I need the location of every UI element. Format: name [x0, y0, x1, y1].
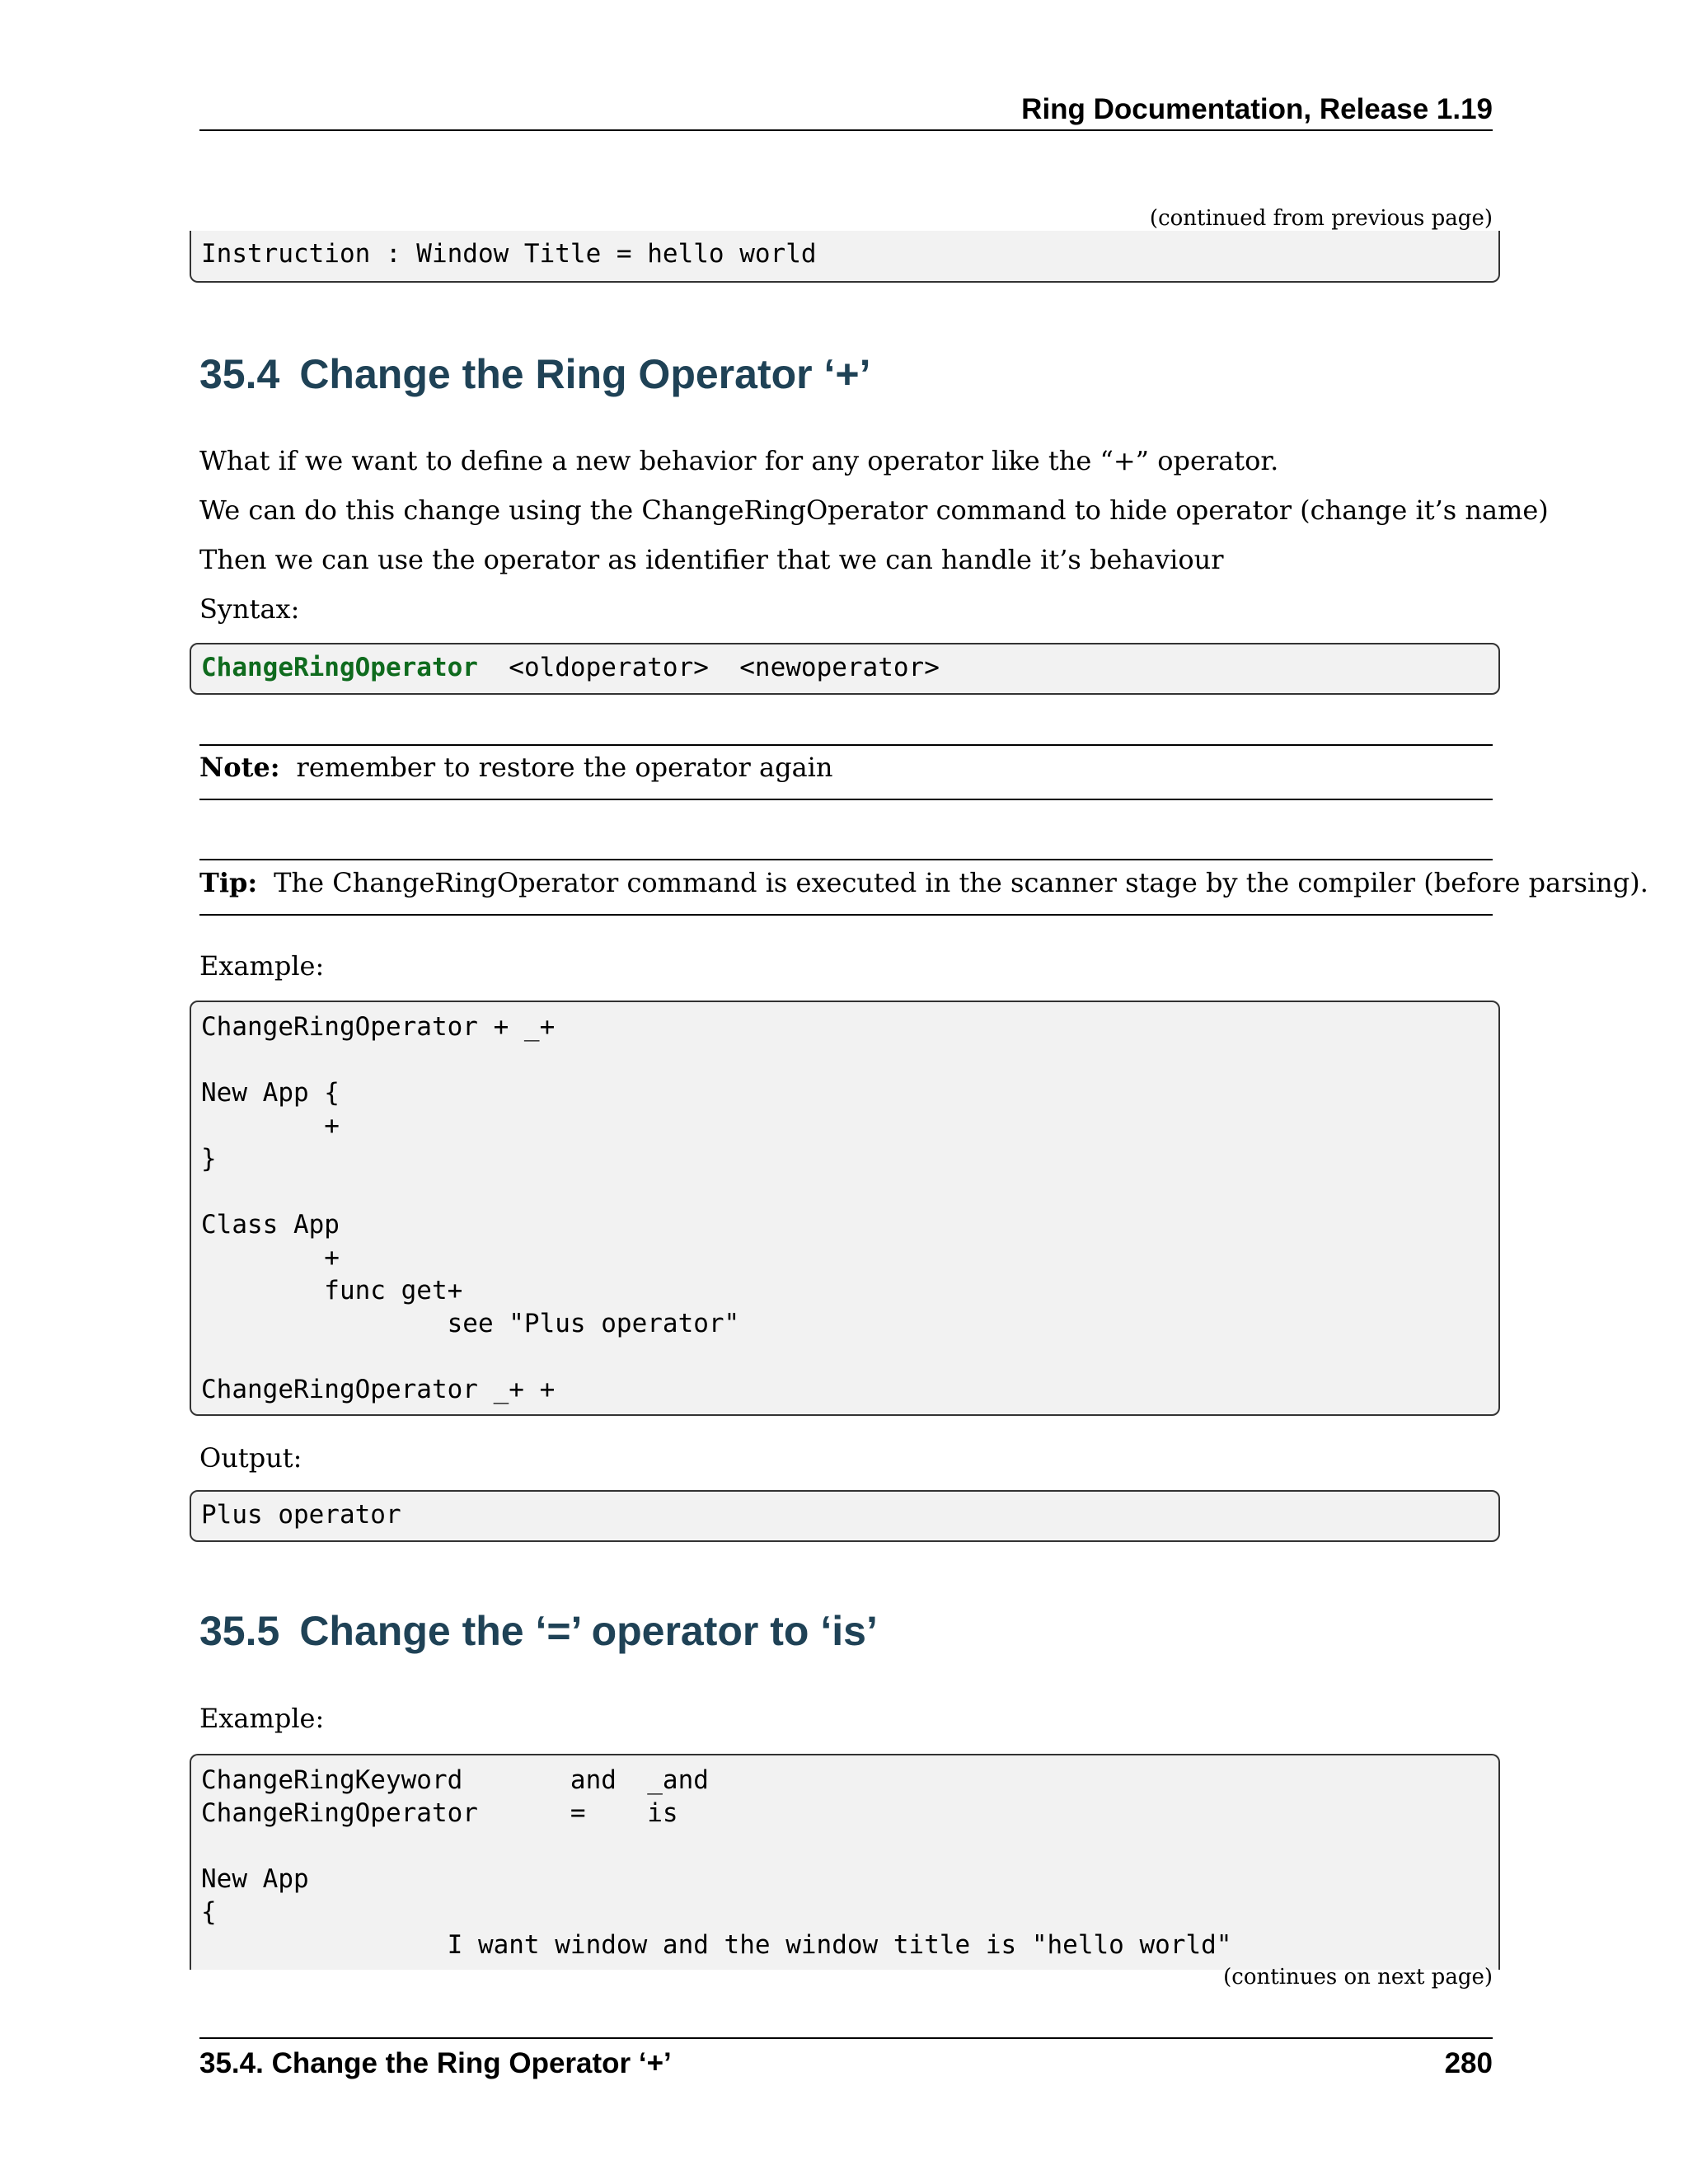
code-block-syntax [190, 643, 1500, 695]
example-label: Example: [199, 1703, 325, 1734]
paragraph: Then we can use the operator as identifier that we can handle it’s behaviour [199, 544, 1224, 575]
section-heading-35-5 [199, 1607, 878, 1655]
code-block-output [190, 1490, 1500, 1542]
note-bottom-rule [199, 799, 1493, 800]
note-label: Note: [199, 752, 280, 783]
section-number: 35.5 [199, 1608, 280, 1654]
output-label: Output: [199, 1442, 302, 1474]
section-heading-35-4 [199, 350, 870, 398]
note-text: remember to restore the operator again [296, 752, 833, 783]
syntax-label: Syntax: [199, 593, 300, 625]
code-block-example [190, 1001, 1500, 1416]
example-code: ChangeRingKeyword and _and ChangeRingOperator = is New App { I want window and the window title is "hello world" [201, 1765, 1232, 1960]
section-number: 35.4 [199, 351, 280, 397]
footer-rule [199, 2037, 1493, 2039]
note-admonition [199, 752, 833, 783]
code-block-example-2 [190, 1754, 1500, 1970]
section-title: Change the Ring Operator ‘+’ [299, 351, 871, 397]
continues-on-note: (continues on next page) [1223, 1965, 1493, 1990]
paragraph: We can do this change using the ChangeRingOperator command to hide operator (change it’s name) [199, 494, 1549, 526]
tip-label: Tip: [199, 867, 258, 898]
tip-admonition [199, 867, 1648, 898]
syntax-arg-old: <oldoperator> [509, 653, 709, 682]
example-label: Example: [199, 950, 325, 982]
tip-bottom-rule [199, 914, 1493, 916]
syntax-code [201, 651, 940, 684]
syntax-keyword: ChangeRingOperator [201, 653, 478, 682]
continued-from-note: (continued from previous page) [1149, 206, 1493, 231]
code-text: Instruction : Window Title = hello world [201, 239, 817, 269]
code-block-continued [190, 231, 1500, 283]
header-rule [199, 129, 1493, 131]
page-number: 280 [1444, 2047, 1493, 2079]
paragraph: What if we want to define a new behavior for any operator like the “+” operator. [199, 445, 1279, 476]
section-title: Change the ‘=’ operator to ‘is’ [299, 1608, 878, 1654]
output-code: Plus operator [201, 1500, 401, 1530]
running-header: Ring Documentation, Release 1.19 [1021, 93, 1493, 125]
example-code: ChangeRingOperator + _+ New App { + } Class App + func get+ see "Plus operator" ChangeRingOperator _+ + [201, 1012, 740, 1404]
tip-top-rule [199, 859, 1493, 860]
footer-section-title: 35.4. Change the Ring Operator ‘+’ [199, 2047, 672, 2079]
syntax-arg-new: <newoperator> [739, 653, 940, 682]
note-top-rule [199, 744, 1493, 746]
tip-text: The ChangeRingOperator command is executed in the scanner stage by the compiler (before parsing). [274, 867, 1648, 898]
